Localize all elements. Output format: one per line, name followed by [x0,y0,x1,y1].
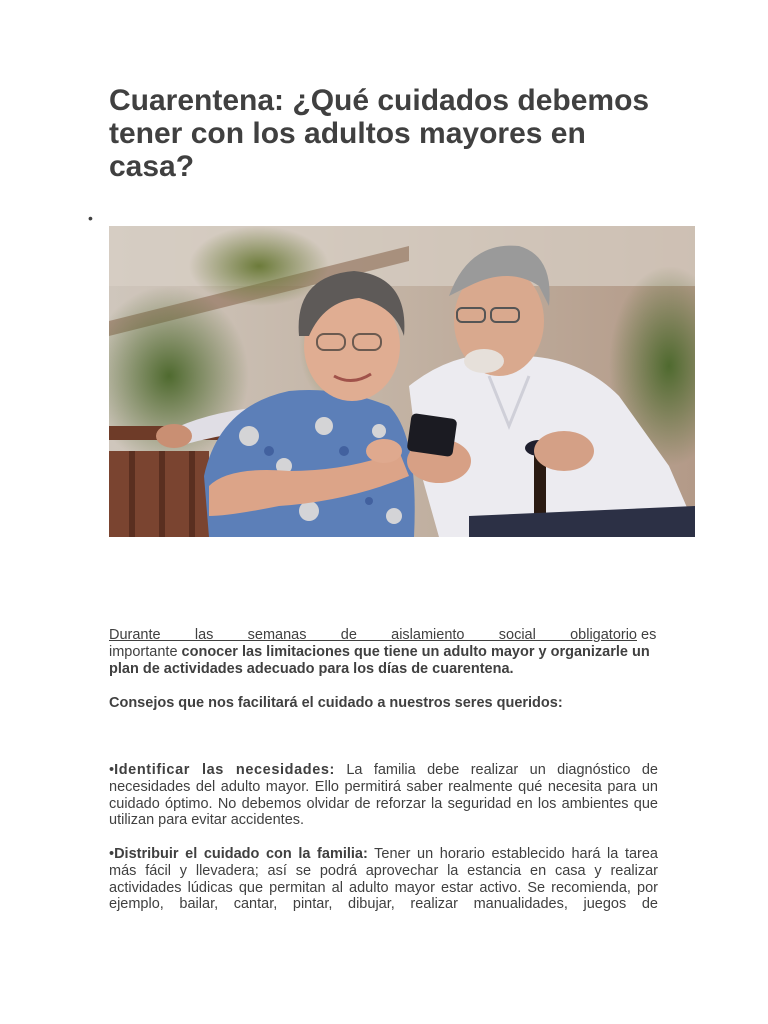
intro-paragraph [109,627,658,677]
tip-text: La familia debe realizar un diagnóstico de necesidades del adulto mayor. Ello permitirá saber realmente qué necesita para un cuidado óptimo. No debemos olvidar de reforzar la seguridad en los ambientes que utilizan para evitar accidentes. [109,762,658,829]
tip-bullet: • [109,762,115,778]
tip-heading: Distribuir el cuidado con la familia: [114,846,368,862]
tip-item [109,762,658,829]
tip-heading: Identificar las necesidades: [114,762,335,778]
article-photo [109,226,695,537]
tip-text: Tener un horario establecido hará la tarea más fácil y llevadera; así se podrá aprovechar la estancia en casa y realizar actividades lúdicas que permitan al adulto mayor estar activo. Se recomienda, por ejemplo, bailar, cantar, pintar, dibujar, realizar manualidades, juegos de [109,846,658,913]
tips-subheading: Consejos que nos facilitará el cuidado a nuestros seres queridos: [109,695,563,711]
intro-text: es importante [109,627,657,660]
intro-link[interactable]: Durante las semanas de aislamiento social obligatorio [109,627,637,643]
tip-item [109,846,658,913]
intro-bold-text: conocer las limitaciones que tiene un adulto mayor y organizarle un plan de actividades adecuado para los días de cuarentena. [109,643,650,677]
article-title: Cuarentena: ¿Qué cuidados debemos tener con los adultos mayores en casa? [109,84,650,183]
tip-bullet: • [109,846,115,862]
elderly-couple-with-phone-photo [109,226,695,537]
empty-bullet: • [88,210,93,226]
